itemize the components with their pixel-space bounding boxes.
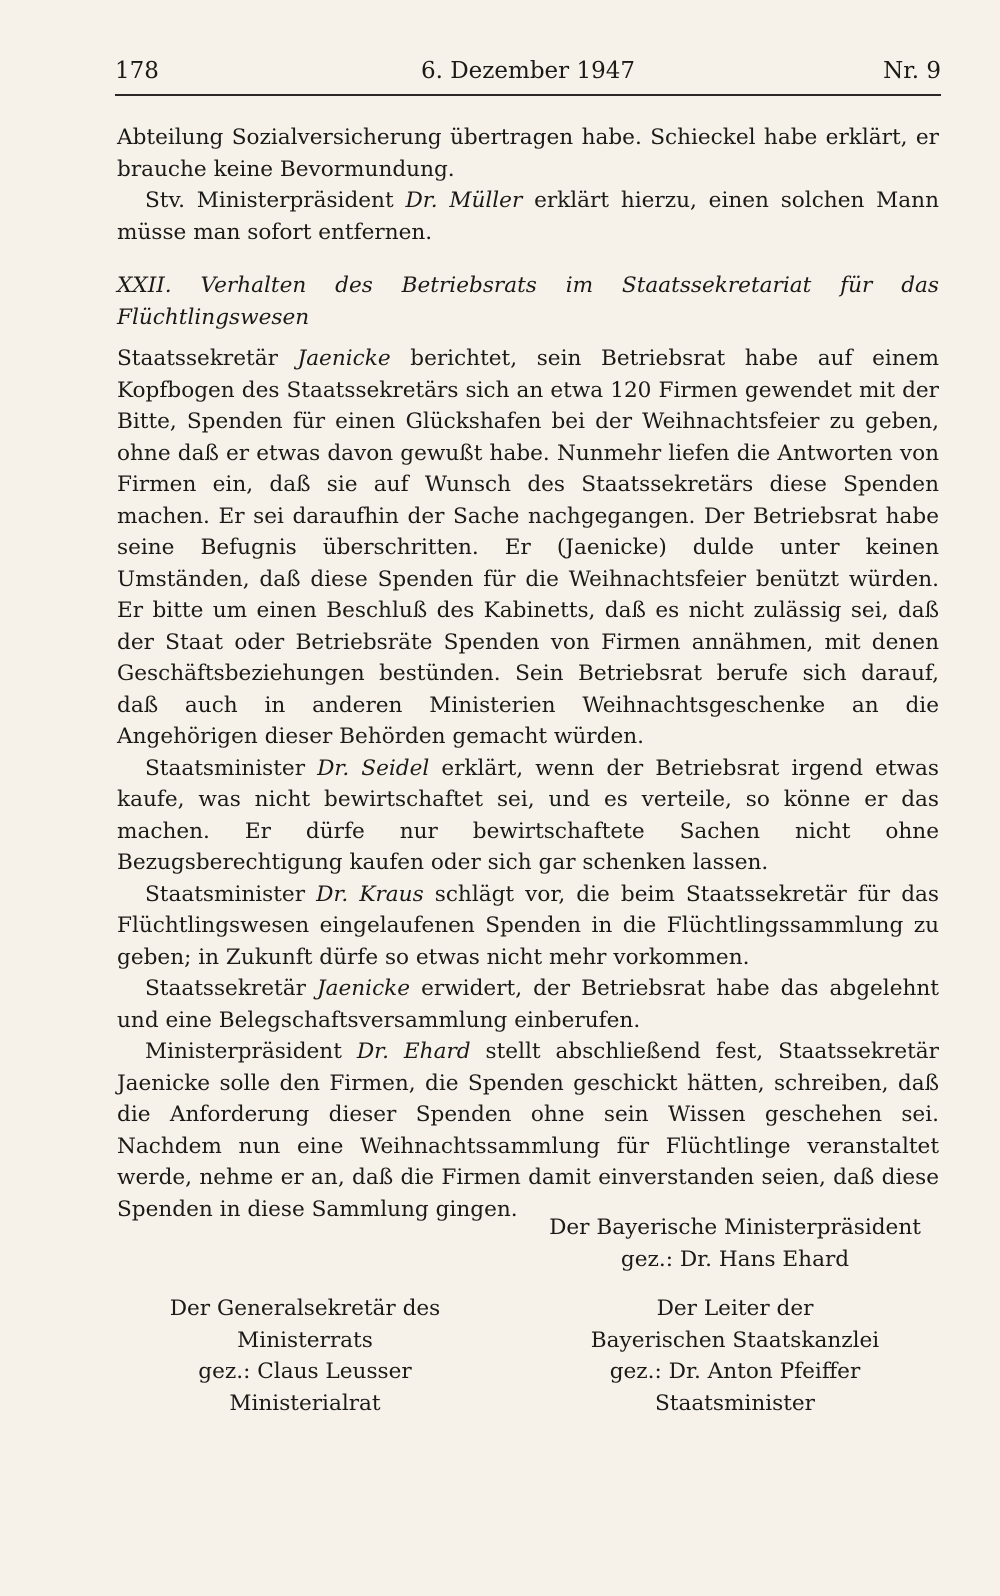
section-heading: XXII. Verhalten des Betriebsrats im Staatssekretariat für das Flüchtlingswesen bbox=[117, 273, 939, 330]
page-number: 178 bbox=[115, 58, 159, 84]
paragraph: Ministerpräsident Dr. Ehard stellt abschließend fest, Staatssekretär Jaenicke solle den Firmen, die Spenden geschickt hätten, schreiben, daß die Anforderung dieser Spenden ohne sein Wissen geschehen sei. Nachdem nun eine Weihnachtssammlung für Flüchtlinge veranstaltet werde, nehme er an, daß die Firmen damit einverstanden seien, daß diese Spenden in diese Sammlung gingen. bbox=[117, 1039, 939, 1222]
header-date: 6. Dezember 1947 bbox=[420, 58, 636, 84]
signature-ministerpraesident: Der Bayerische Ministerpräsident gez.: Dr. Hans Ehard bbox=[549, 1215, 921, 1272]
signature-generalsekretaer: Der Generalsekretär des Ministerrats gez.: Claus Leusser Ministerialrat bbox=[169, 1296, 441, 1416]
paragraph: Staatssekretär Jaenicke erwidert, der Betriebsrat habe das abgelehnt und eine Belegschaftsversammlung einberufen. bbox=[117, 976, 939, 1033]
paragraph: Staatsminister Dr. Kraus schlägt vor, die beim Staatssekretär für das Flüchtlingswesen eingelaufenen Spenden in die Flüchtlingssammlung zu geben; in Zukunft dürfe so etwas nicht mehr vorkommen. bbox=[117, 881, 939, 970]
paragraph: Staatssekretär Jaenicke berichtet, sein Betriebsrat habe auf einem Kopfbogen des Staatssekretärs sich an etwa 120 Firmen gewendet mit der Bitte, Spenden für einen Glückshafen bei der Weihnachtsfeier zu geben, ohne daß er etwas davon gewußt habe. Nunmehr liefen die Antworten von Firmen ein, daß sie auf Wunsch des Staatssekretärs diese Spenden machen. Er sei daraufhin der Sache nachgegangen. Der Betriebsrat habe seine Befugnis überschritten. Er (Jaenicke) dulde unter keinen Umständen, daß diese Spenden für die Weihnachtsfeier benützt würden. Er bitte um einen Beschluß des Kabinetts, daß es nicht zulässig sei, daß der Staat oder Betriebsräte Spenden von Firmen annähmen, mit denen Geschäftsbeziehungen bestünden. Sein Betriebsrat berufe sich darauf, daß auch in anderen Ministerien Weihnachtsgeschenke an die Angehörigen dieser Behörden gemacht würden. bbox=[117, 346, 939, 749]
issue-number: Nr. 9 bbox=[883, 58, 941, 84]
header-rule bbox=[115, 94, 941, 96]
body-text bbox=[117, 122, 939, 1225]
signature-staatskanzlei: Der Leiter der Bayerischen Staatskanzlei gez.: Dr. Anton Pfeiffer Staatsminister bbox=[590, 1296, 880, 1416]
speaker-name: Jaenicke bbox=[316, 976, 411, 1001]
speaker-name: Dr. Kraus bbox=[316, 881, 424, 907]
speaker-name: Jaenicke bbox=[297, 346, 391, 371]
speaker-name: Dr. Ehard bbox=[356, 1039, 471, 1064]
page-header bbox=[115, 58, 941, 92]
paragraph: Staatsminister Dr. Seidel erklärt, wenn der Betriebsrat irgend etwas kaufe, was nicht bewirtschaftet sei, und es verteile, so könne er das machen. Er dürfe nur bewirtschaftete Sachen nicht ohne Bezugsberechtigung kaufen oder sich gar schenken lassen. bbox=[117, 755, 939, 875]
speaker-name: Dr. Müller bbox=[405, 188, 523, 213]
paragraph: Abteilung Sozialversicherung übertragen habe. Schieckel habe erklärt, er brauche keine Bevormundung. bbox=[117, 125, 939, 182]
speaker-name: Dr. Seidel bbox=[317, 755, 430, 781]
paragraph: Stv. Ministerpräsident Dr. Müller erklärt hierzu, einen solchen Mann müsse man sofort entfernen. bbox=[117, 188, 939, 245]
